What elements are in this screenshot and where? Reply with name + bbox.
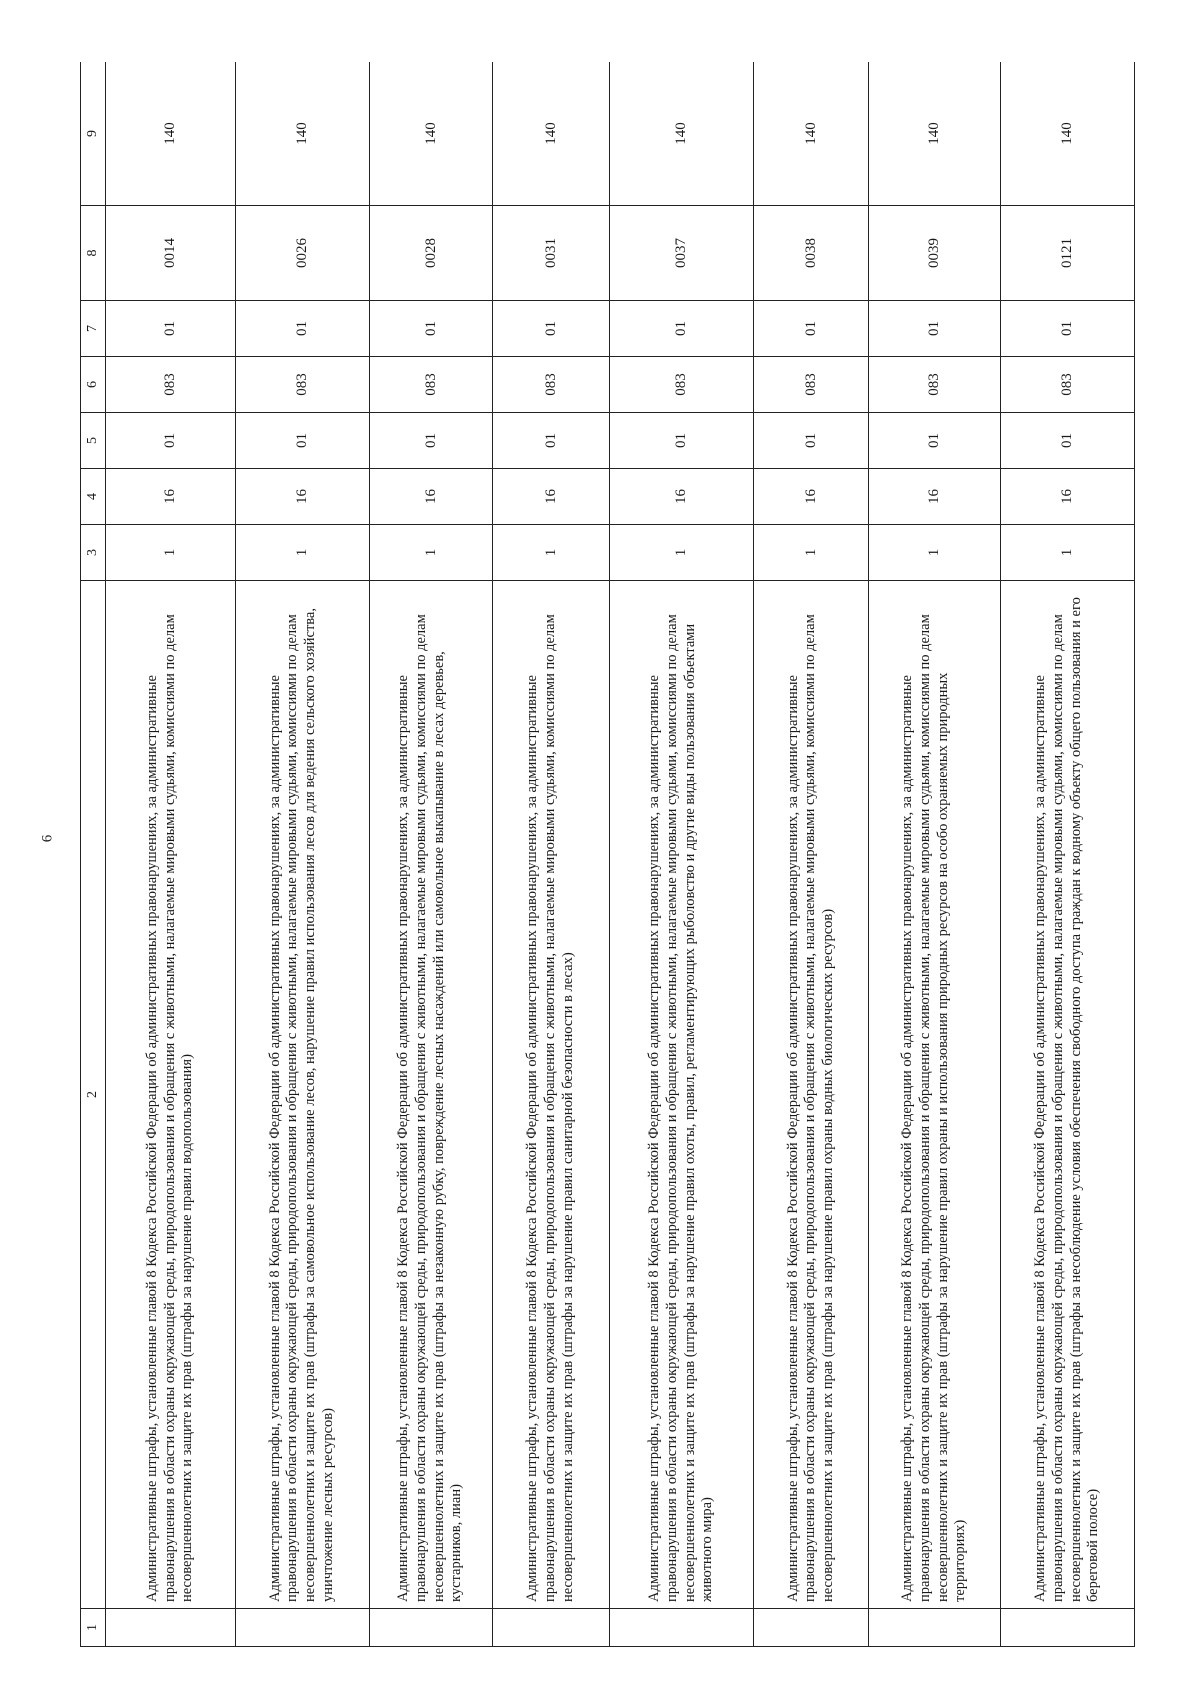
code-cell-col7: 01 bbox=[754, 301, 869, 357]
code-cell-col3: 1 bbox=[106, 525, 236, 581]
code-cell-col8: 0026 bbox=[235, 206, 369, 301]
column-header: 2 bbox=[81, 581, 106, 1609]
column-header: 9 bbox=[81, 62, 106, 206]
description-cell: Административные штрафы, установленные главой 8 Кодекса Российской Федерации об административных правонарушениях, за административные правонарушения в области охраны окружающей среды, природопользования и обращения с животными, налагаемые мировыми судьями, комиссиями по делам несовершеннолетних и защите их прав (штрафы за самовольное использование лесов, нарушение правил использования лесов для ведения сельского хозяйства, уничтожение лесных ресурсов) bbox=[235, 581, 369, 1609]
column-header: 3 bbox=[81, 525, 106, 581]
code-cell-col6: 083 bbox=[106, 357, 236, 413]
code-cell-col5: 01 bbox=[754, 413, 869, 469]
code-cell-col6: 083 bbox=[235, 357, 369, 413]
code-cell-col4: 16 bbox=[492, 469, 609, 525]
code-cell-col4: 16 bbox=[869, 469, 1001, 525]
code-cell-col5: 01 bbox=[609, 413, 754, 469]
code-cell-col6: 083 bbox=[369, 357, 492, 413]
code-cell-col9: 140 bbox=[106, 62, 236, 206]
code-cell-col6: 083 bbox=[609, 357, 754, 413]
table-row bbox=[369, 62, 492, 1647]
code-cell-col9: 140 bbox=[754, 62, 869, 206]
code-cell-col5: 01 bbox=[1001, 413, 1135, 469]
column-header: 8 bbox=[81, 206, 106, 301]
row-number-cell bbox=[1001, 1609, 1135, 1647]
table-row bbox=[492, 62, 609, 1647]
code-cell-col7: 01 bbox=[1001, 301, 1135, 357]
code-cell-col3: 1 bbox=[609, 525, 754, 581]
row-number-cell bbox=[106, 1609, 236, 1647]
code-cell-col5: 01 bbox=[869, 413, 1001, 469]
code-cell-col3: 1 bbox=[235, 525, 369, 581]
code-cell-col5: 01 bbox=[106, 413, 236, 469]
code-cell-col8: 0121 bbox=[1001, 206, 1135, 301]
row-number-cell bbox=[492, 1609, 609, 1647]
code-cell-col4: 16 bbox=[235, 469, 369, 525]
code-cell-col9: 140 bbox=[492, 62, 609, 206]
table-row bbox=[754, 62, 869, 1647]
budget-classification-table bbox=[80, 62, 1135, 1647]
code-cell-col8: 0037 bbox=[609, 206, 754, 301]
rotated-table-area bbox=[80, 62, 1135, 1647]
code-cell-col3: 1 bbox=[492, 525, 609, 581]
description-cell: Административные штрафы, установленные главой 8 Кодекса Российской Федерации об административных правонарушениях, за административные правонарушения в области охраны окружающей среды, природопользования и обращения с животными, налагаемые мировыми судьями, комиссиями по делам несовершеннолетних и защите их прав (штрафы за нарушение правил охраны водных биологических ресурсов) bbox=[754, 581, 869, 1609]
column-header: 4 bbox=[81, 469, 106, 525]
table-row bbox=[1001, 62, 1135, 1647]
code-cell-col8: 0031 bbox=[492, 206, 609, 301]
code-cell-col6: 083 bbox=[754, 357, 869, 413]
code-cell-col9: 140 bbox=[235, 62, 369, 206]
code-cell-col6: 083 bbox=[869, 357, 1001, 413]
code-cell-col8: 0014 bbox=[106, 206, 236, 301]
description-cell: Административные штрафы, установленные главой 8 Кодекса Российской Федерации об административных правонарушениях, за административные правонарушения в области охраны окружающей среды, природопользования и обращения с животными, налагаемые мировыми судьями, комиссиями по делам несовершеннолетних и защите их прав (штрафы за нарушение правил санитарной безопасности в лесах) bbox=[492, 581, 609, 1609]
header-row bbox=[81, 62, 106, 1647]
code-cell-col5: 01 bbox=[235, 413, 369, 469]
description-cell: Административные штрафы, установленные главой 8 Кодекса Российской Федерации об административных правонарушениях, за административные правонарушения в области охраны окружающей среды, природопользования и обращения с животными, налагаемые мировыми судьями, комиссиями по делам несовершеннолетних и защите их прав (штрафы за незаконную рубку, повреждение лесных насаждений или самовольное выкапывание в лесах деревьев, кустарников, лиан) bbox=[369, 581, 492, 1609]
code-cell-col9: 140 bbox=[609, 62, 754, 206]
column-header: 5 bbox=[81, 413, 106, 469]
code-cell-col3: 1 bbox=[754, 525, 869, 581]
code-cell-col6: 083 bbox=[492, 357, 609, 413]
code-cell-col8: 0028 bbox=[369, 206, 492, 301]
table-row bbox=[609, 62, 754, 1647]
table-row bbox=[869, 62, 1001, 1647]
code-cell-col7: 01 bbox=[609, 301, 754, 357]
description-cell: Административные штрафы, установленные главой 8 Кодекса Российской Федерации об административных правонарушениях, за административные правонарушения в области охраны окружающей среды, природопользования и обращения с животными, налагаемые мировыми судьями, комиссиями по делам несовершеннолетних и защите их прав (штрафы за нарушение правил охраны и использования природных ресурсов на особо охраняемых природных территориях) bbox=[869, 581, 1001, 1609]
code-cell-col9: 140 bbox=[369, 62, 492, 206]
code-cell-col9: 140 bbox=[869, 62, 1001, 206]
column-header: 1 bbox=[81, 1609, 106, 1647]
column-header: 7 bbox=[81, 301, 106, 357]
page-number: 6 bbox=[39, 834, 56, 843]
row-number-cell bbox=[869, 1609, 1001, 1647]
code-cell-col5: 01 bbox=[492, 413, 609, 469]
description-cell: Административные штрафы, установленные главой 8 Кодекса Российской Федерации об административных правонарушениях, за административные правонарушения в области охраны окружающей среды, природопользования и обращения с животными, налагаемые мировыми судьями, комиссиями по делам несовершеннолетних и защите их прав (штрафы за несоблюдение условия обеспечения свободного доступа граждан к водному объекту общего пользования и его береговой полосе) bbox=[1001, 581, 1135, 1609]
code-cell-col8: 0039 bbox=[869, 206, 1001, 301]
table-row bbox=[235, 62, 369, 1647]
code-cell-col7: 01 bbox=[369, 301, 492, 357]
code-cell-col4: 16 bbox=[369, 469, 492, 525]
code-cell-col4: 16 bbox=[1001, 469, 1135, 525]
table-row bbox=[106, 62, 236, 1647]
code-cell-col3: 1 bbox=[369, 525, 492, 581]
code-cell-col6: 083 bbox=[1001, 357, 1135, 413]
code-cell-col5: 01 bbox=[369, 413, 492, 469]
code-cell-col3: 1 bbox=[1001, 525, 1135, 581]
code-cell-col8: 0038 bbox=[754, 206, 869, 301]
code-cell-col7: 01 bbox=[492, 301, 609, 357]
code-cell-col7: 01 bbox=[106, 301, 236, 357]
code-cell-col4: 16 bbox=[609, 469, 754, 525]
row-number-cell bbox=[754, 1609, 869, 1647]
code-cell-col4: 16 bbox=[754, 469, 869, 525]
code-cell-col7: 01 bbox=[869, 301, 1001, 357]
row-number-cell bbox=[369, 1609, 492, 1647]
table-body bbox=[106, 62, 1135, 1647]
code-cell-col9: 140 bbox=[1001, 62, 1135, 206]
code-cell-col7: 01 bbox=[235, 301, 369, 357]
description-cell: Административные штрафы, установленные главой 8 Кодекса Российской Федерации об административных правонарушениях, за административные правонарушения в области охраны окружающей среды, природопользования и обращения с животными, налагаемые мировыми судьями, комиссиями по делам несовершеннолетних и защите их прав (штрафы за нарушение правил охоты, правил, регламентирующих рыболовство и другие виды пользования объектами животного мира) bbox=[609, 581, 754, 1609]
column-header: 6 bbox=[81, 357, 106, 413]
code-cell-col3: 1 bbox=[869, 525, 1001, 581]
code-cell-col4: 16 bbox=[106, 469, 236, 525]
description-cell: Административные штрафы, установленные главой 8 Кодекса Российской Федерации об административных правонарушениях, за административные правонарушения в области охраны окружающей среды, природопользования и обращения с животными, налагаемые мировыми судьями, комиссиями по делам несовершеннолетних и защите их прав (штрафы за нарушение правил водопользования) bbox=[106, 581, 236, 1609]
row-number-cell bbox=[609, 1609, 754, 1647]
row-number-cell bbox=[235, 1609, 369, 1647]
